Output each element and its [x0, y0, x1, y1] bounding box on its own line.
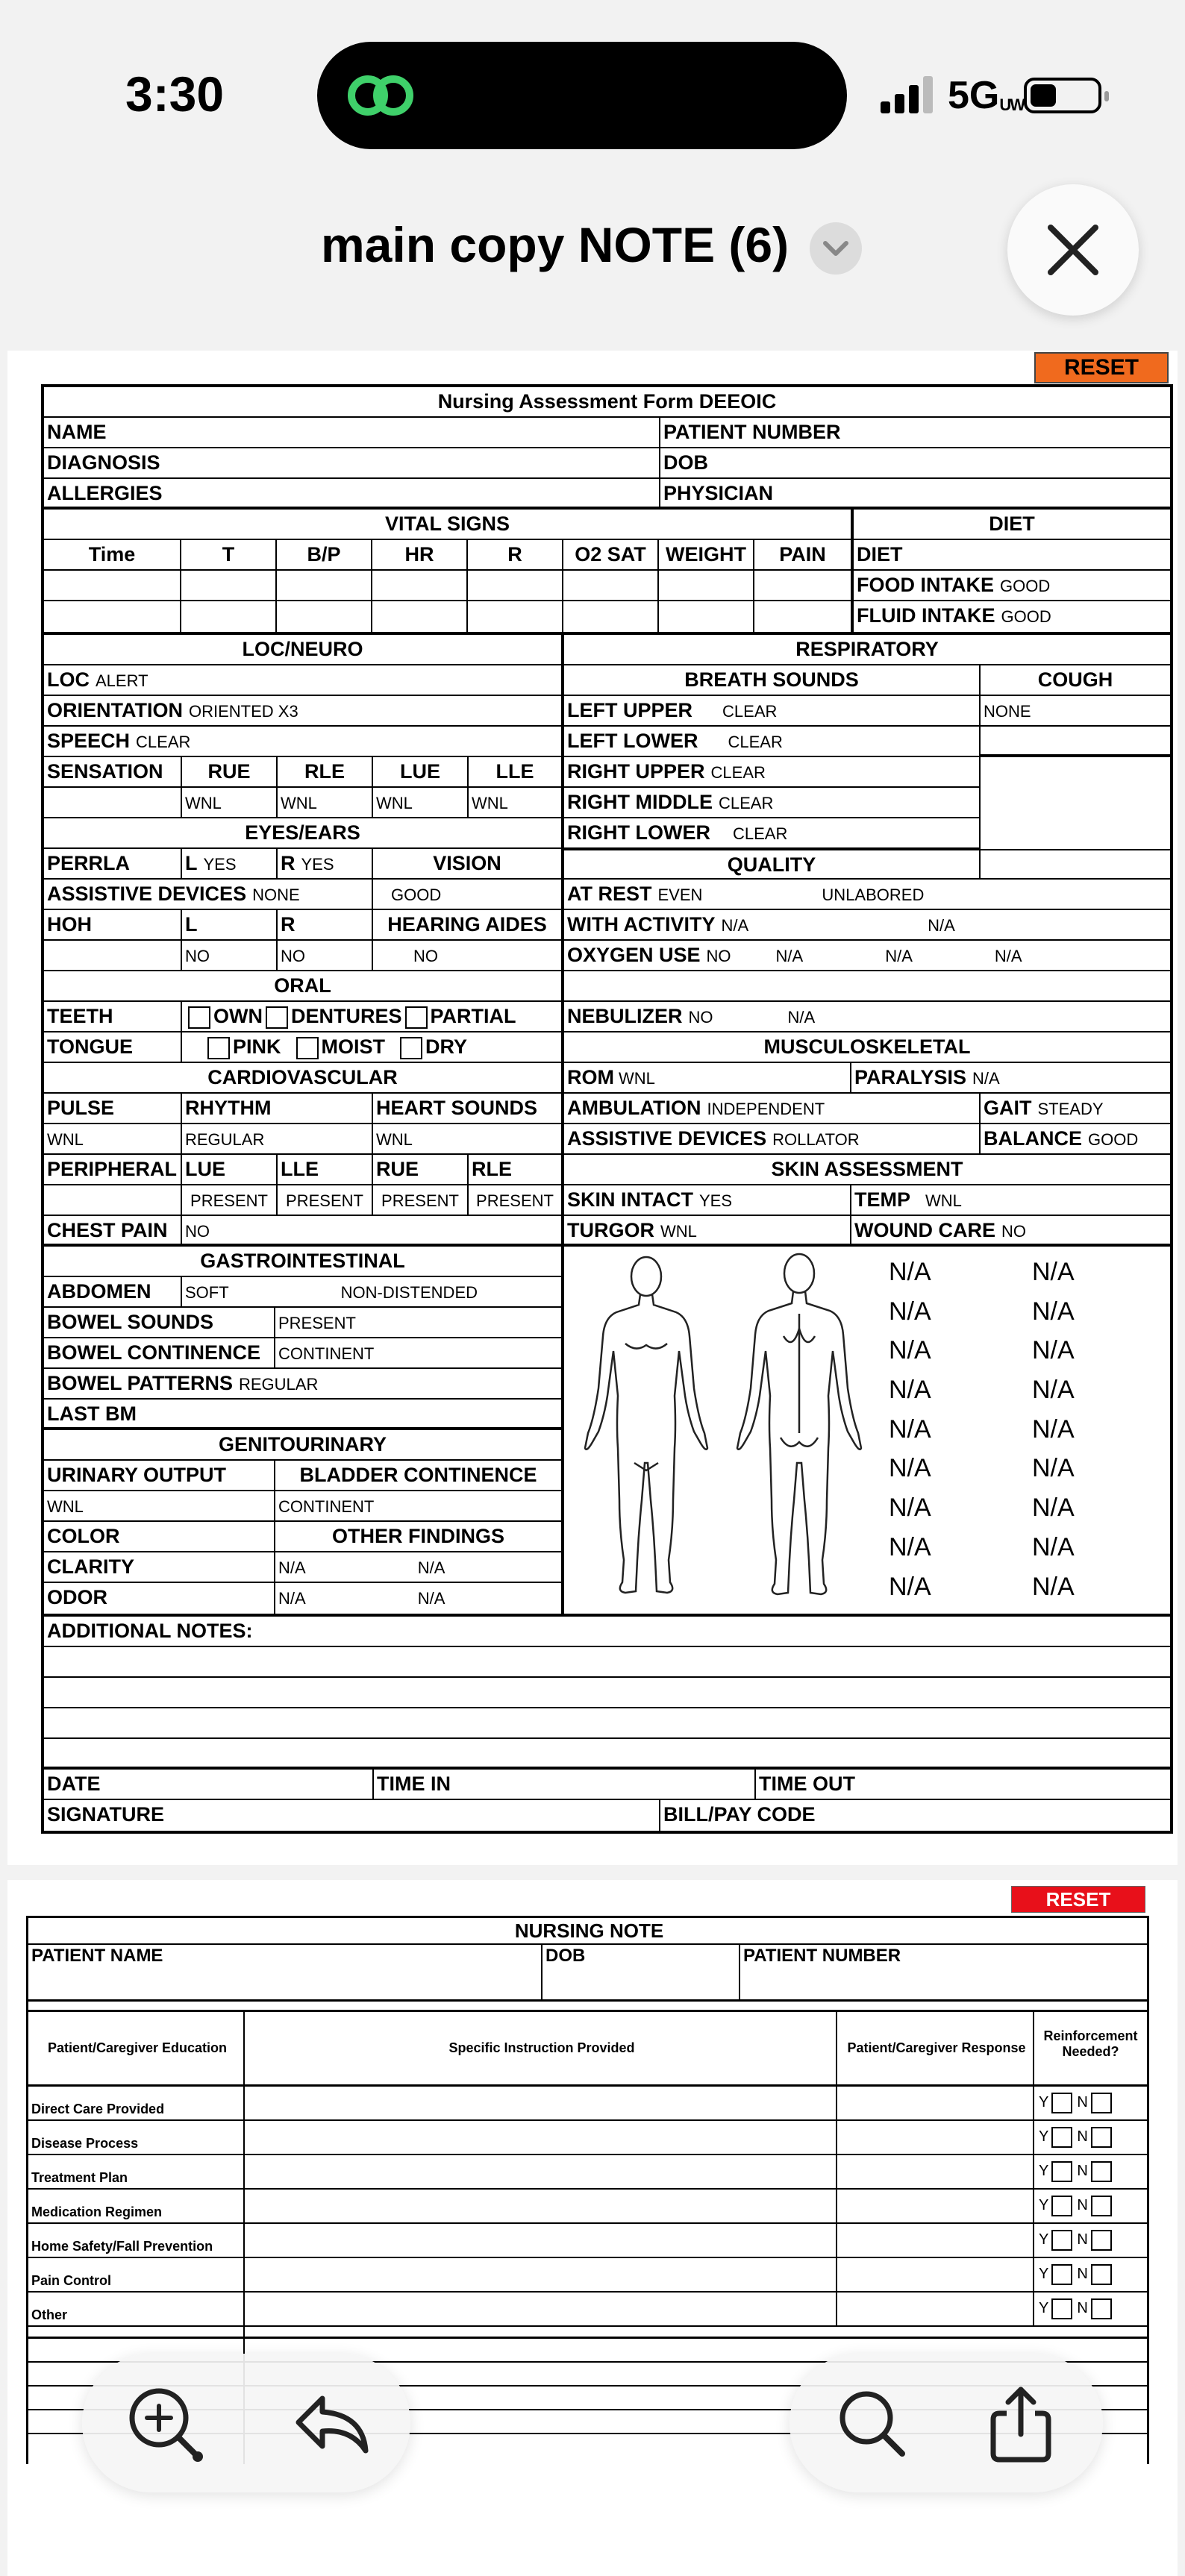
dynamic-island [317, 42, 847, 149]
response-cell[interactable] [837, 2121, 1034, 2154]
orientation-field[interactable] [44, 696, 561, 725]
zoom-in-icon [123, 2382, 205, 2464]
table-row [28, 2190, 1147, 2224]
oxygen-use-field[interactable]: OXYGEN USE NO N/A N/A N/A [567, 944, 1022, 966]
bladder-continence-label: BLADDER CONTINENCE [299, 1464, 537, 1486]
time-in-field[interactable]: TIME IN [374, 1770, 756, 1799]
loc-value: ALERT [96, 671, 148, 690]
sensation-rue: RUE [182, 757, 278, 786]
col-instruction-header: Specific Instruction Provided [245, 2012, 837, 2084]
right-middle-field[interactable]: RIGHT MIDDLE CLEAR [567, 791, 774, 813]
signature-field[interactable]: SIGNATURE [44, 1800, 660, 1831]
reinforce-cell [1034, 2121, 1147, 2154]
peripheral-rue: RUE [373, 1155, 469, 1184]
title-menu-button[interactable] [810, 222, 862, 275]
no-label: N [1077, 2163, 1088, 2179]
battery-icon [1024, 78, 1101, 113]
network-type: $5G_{UW}$ [948, 74, 1025, 117]
turgor-field[interactable]: TURGOR WNL [564, 1216, 851, 1244]
assistive-devices-field[interactable]: ASSISTIVE DEVICES NONE [44, 880, 373, 909]
teeth-label: TEETH [44, 1002, 182, 1031]
no-label: N [1077, 2197, 1088, 2213]
chest-pain-value[interactable]: NO [185, 1222, 210, 1241]
vitals-cell[interactable] [468, 601, 563, 632]
reply-icon [291, 2382, 373, 2464]
left-upper-field[interactable]: LEFT UPPER CLEAR [567, 699, 778, 721]
link-icon [340, 69, 422, 122]
speech-field[interactable] [44, 727, 561, 756]
orientation-label: ORIENTATION [47, 699, 183, 721]
assistive-devices-2-field[interactable]: ASSISTIVE DEVICES ROLLATOR [564, 1124, 981, 1153]
peripheral-rle-value[interactable]: PRESENT [476, 1191, 554, 1210]
wound-na[interactable]: N/A [889, 1532, 931, 1561]
allergies-field[interactable]: ALLERGIES [44, 479, 660, 507]
rom-field[interactable]: ROM WNL [564, 1063, 851, 1092]
skin-assessment-header: SKIN ASSESSMENT [771, 1158, 963, 1180]
sensation-lue: LUE [373, 757, 469, 786]
yes-checkbox[interactable] [1051, 2196, 1072, 2216]
moist-checkbox[interactable] [296, 1037, 319, 1059]
wound-care-field[interactable]: WOUND CARE NO [854, 1219, 1026, 1241]
wound-na[interactable]: N/A [1032, 1494, 1075, 1523]
food-intake-value: GOOD [1000, 577, 1051, 595]
response-cell[interactable] [837, 2293, 1034, 2325]
bladder-continence-value[interactable]: CONTINENT [278, 1497, 375, 1516]
bowel-patterns-field[interactable]: BOWEL PATTERNS REGULAR [47, 1372, 319, 1394]
peripheral-label: PERIPHERAL [44, 1155, 182, 1184]
row-label: Treatment Plan [28, 2155, 245, 2188]
wound-na-column-1 [889, 1253, 931, 1606]
cough-value[interactable]: NONE [984, 702, 1031, 721]
col-reinforce-header: Reinforcement Needed? [1043, 2028, 1138, 2059]
rhythm-label: RHYTHM [182, 1094, 373, 1123]
loc-label: LOC [47, 668, 90, 691]
dob-field[interactable]: DOB [663, 451, 708, 474]
row-label: Direct Care Provided [28, 2087, 245, 2119]
loc-neuro-header: LOC/NEURO [242, 638, 363, 660]
gastrointestinal-header: GASTROINTESTINAL [200, 1250, 405, 1272]
wound-na[interactable]: N/A [889, 1454, 931, 1483]
wound-na[interactable]: N/A [1032, 1572, 1075, 1601]
sensation-rue-value[interactable]: WNL [182, 788, 278, 817]
patient-number-field-2[interactable]: PATIENT NUMBER [743, 1946, 901, 1966]
vitals-col-hr: HR [372, 540, 468, 569]
response-cell[interactable] [837, 2190, 1034, 2222]
instruction-cell[interactable] [245, 2293, 837, 2325]
oxygen-blank[interactable] [564, 971, 1170, 1000]
quality-header: QUALITY [564, 850, 981, 878]
reset-button[interactable]: RESET [1034, 352, 1169, 383]
notes-line[interactable] [44, 1647, 1170, 1676]
share-button[interactable] [980, 2382, 1062, 2464]
own-checkbox[interactable] [188, 1006, 210, 1029]
cough-header: COUGH [1037, 668, 1113, 691]
at-rest-field[interactable]: AT REST EVEN UNLABORED [567, 883, 925, 905]
yes-label: Y [1039, 2300, 1049, 2316]
close-icon [1046, 223, 1100, 277]
peripheral-rle: RLE [472, 1158, 512, 1180]
no-checkbox[interactable] [1091, 2127, 1112, 2148]
vitals-cell[interactable] [659, 601, 754, 632]
no-label: N [1077, 2266, 1088, 2282]
peripheral-lue: LUE [182, 1155, 278, 1184]
other-findings-label: OTHER FINDINGS [331, 1525, 504, 1547]
vitals-cell[interactable] [754, 571, 851, 600]
vitals-cell[interactable] [563, 601, 659, 632]
temp-field[interactable]: TEMP WNL [854, 1188, 962, 1211]
no-checkbox[interactable] [1091, 2230, 1112, 2251]
food-intake-field[interactable] [854, 571, 1170, 600]
vitals-cell[interactable] [563, 571, 659, 600]
orientation-value: ORIENTED X3 [189, 702, 298, 721]
vitals-cell[interactable] [277, 571, 372, 600]
reset-button-2[interactable]: RESET [1011, 1886, 1145, 1913]
wound-na[interactable]: N/A [1032, 1297, 1075, 1326]
bowel-continence-label: BOWEL CONTINENCE [44, 1338, 275, 1367]
table-row [28, 2293, 1147, 2327]
vitals-col-time: Time [44, 540, 181, 569]
vision-label: VISION [433, 852, 501, 874]
yes-label: Y [1039, 2266, 1049, 2282]
time-out-field[interactable]: TIME OUT [759, 1773, 855, 1795]
rhythm-value[interactable]: REGULAR [182, 1124, 373, 1153]
eyes-ears-header: EYES/EARS [245, 821, 360, 844]
no-checkbox[interactable] [1091, 2196, 1112, 2216]
toolbar-right [790, 2354, 1103, 2492]
wound-na[interactable]: N/A [889, 1494, 931, 1523]
peripheral-rue-value[interactable]: PRESENT [373, 1185, 469, 1215]
row-label: Home Safety/Fall Prevention [28, 2224, 245, 2257]
search-button[interactable] [831, 2382, 913, 2464]
sensation-rle-value[interactable]: WNL [278, 788, 373, 817]
bowel-sounds-value[interactable]: PRESENT [278, 1314, 356, 1332]
nursing-assessment-form [41, 384, 1173, 1834]
no-label: N [1077, 2231, 1088, 2248]
perrla-right[interactable]: R YES [278, 849, 373, 878]
row-label: Disease Process [28, 2121, 245, 2154]
reinforce-cell [1034, 2293, 1147, 2325]
vision-value[interactable]: GOOD [391, 886, 442, 904]
hoh-right-value[interactable]: NO [278, 941, 373, 970]
peripheral-lle: LLE [278, 1155, 373, 1184]
clock: 3:30 [125, 66, 225, 122]
dob-field-2[interactable]: DOB [543, 1945, 740, 1999]
vitals-cell[interactable] [181, 601, 277, 632]
vitals-cell[interactable] [372, 601, 468, 632]
yes-label: Y [1039, 2197, 1049, 2213]
table-row [28, 2224, 1147, 2258]
sensation-lle-value[interactable]: WNL [472, 794, 508, 812]
reinforce-cell [1034, 2155, 1147, 2188]
abdomen-label: ABDOMEN [44, 1277, 182, 1306]
hoh-right[interactable]: R [278, 910, 373, 939]
cardiovascular-header: CARDIOVASCULAR [207, 1066, 398, 1088]
abdomen-value[interactable]: SOFT NON-DISTENDED [185, 1283, 478, 1302]
reinforce-cell [1034, 2258, 1147, 2291]
odor-value[interactable]: N/A N/A [278, 1589, 445, 1608]
clarity-value[interactable]: N/A N/A [278, 1558, 445, 1577]
fluid-intake-label: FLUID INTAKE [857, 604, 995, 627]
speech-label: SPEECH [47, 730, 131, 752]
vitals-cell[interactable] [277, 601, 372, 632]
row-label: Medication Regimen [28, 2190, 245, 2222]
table-row [28, 2258, 1147, 2293]
vitals-cell[interactable] [754, 601, 851, 632]
dry-checkbox[interactable] [400, 1037, 422, 1059]
reply-button[interactable] [291, 2382, 373, 2464]
left-lower-field[interactable]: LEFT LOWER CLEAR [567, 730, 783, 752]
breath-sounds-header: BREATH SOUNDS [684, 668, 859, 691]
notes-line[interactable] [44, 1739, 1170, 1767]
wound-na[interactable]: N/A [1032, 1532, 1075, 1561]
yes-checkbox[interactable] [1051, 2264, 1072, 2285]
urinary-output-value[interactable]: WNL [44, 1491, 275, 1520]
instruction-cell[interactable] [245, 2258, 837, 2291]
right-lower-field[interactable]: RIGHT LOWER CLEAR [567, 821, 788, 844]
table-row [28, 2121, 1147, 2155]
hoh-blank [44, 941, 182, 970]
additional-notes-label: ADDITIONAL NOTES: [47, 1620, 253, 1642]
food-intake-label: FOOD INTAKE [857, 574, 994, 596]
instruction-cell[interactable] [245, 2224, 837, 2257]
cellular-signal-icon [881, 75, 933, 113]
yes-label: Y [1039, 2094, 1049, 2110]
fluid-intake-value: GOOD [1001, 607, 1051, 626]
yes-label: Y [1039, 2231, 1049, 2248]
right-upper-field[interactable]: RIGHT UPPER CLEAR [567, 760, 766, 783]
bowel-sounds-label: BOWEL SOUNDS [44, 1308, 275, 1337]
physician-field[interactable]: PHYSICIAN [663, 482, 774, 504]
no-checkbox[interactable] [1091, 2298, 1112, 2319]
peripheral-lle-value[interactable]: PRESENT [278, 1185, 373, 1215]
vitals-cell[interactable] [44, 571, 181, 600]
vitals-cell[interactable] [44, 601, 181, 632]
no-checkbox[interactable] [1091, 2093, 1112, 2113]
fluid-intake-field[interactable] [854, 601, 1170, 632]
wound-na[interactable]: N/A [1032, 1454, 1075, 1483]
perrla-left[interactable]: L YES [182, 849, 278, 878]
form-title: Nursing Assessment Form DEEOIC [437, 390, 777, 413]
search-icon [831, 2382, 913, 2464]
vitals-col-t: T [181, 540, 277, 569]
response-cell[interactable] [837, 2155, 1034, 2188]
document-title[interactable]: main copy NOTE (6) [321, 217, 790, 272]
col-education-header: Patient/Caregiver Education [28, 2012, 245, 2084]
last-bm-field[interactable]: LAST BM [47, 1403, 137, 1425]
clarity-label: CLARITY [44, 1552, 275, 1582]
response-cell[interactable] [837, 2224, 1034, 2257]
vitals-cell[interactable] [659, 571, 754, 600]
response-cell[interactable] [837, 2258, 1034, 2291]
yes-label: Y [1039, 2128, 1049, 2145]
sensation-lue-value[interactable]: WNL [373, 788, 469, 817]
tongue-label: TONGUE [44, 1032, 182, 1062]
spacer [245, 2327, 1147, 2337]
bill-pay-code-field[interactable]: BILL/PAY CODE [663, 1803, 816, 1826]
wound-na[interactable]: N/A [889, 1572, 931, 1601]
hoh-left-value[interactable]: NO [182, 941, 278, 970]
table-row [28, 2155, 1147, 2190]
date-field[interactable]: DATE [44, 1770, 374, 1799]
chevron-down-icon [822, 237, 849, 260]
vitals-col-weight: WEIGHT [659, 540, 754, 569]
peripheral-lue-value[interactable]: PRESENT [182, 1185, 278, 1215]
speech-value: CLEAR [136, 733, 191, 751]
notes-line[interactable] [44, 1678, 1170, 1707]
balance-field[interactable]: BALANCE GOOD [984, 1127, 1139, 1150]
with-activity-field[interactable]: WITH ACTIVITY N/A N/A [567, 913, 955, 936]
vitals-col-bp: B/P [277, 540, 372, 569]
dentures-checkbox[interactable] [266, 1006, 288, 1029]
instruction-cell[interactable] [245, 2155, 837, 2188]
zoom-button[interactable] [123, 2382, 205, 2464]
chest-pain-label: CHEST PAIN [44, 1216, 182, 1244]
cough-blank[interactable] [981, 727, 1170, 754]
odor-label: ODOR [44, 1583, 275, 1614]
toolbar-left [82, 2354, 410, 2492]
diagnosis-field[interactable]: DIAGNOSIS [44, 448, 660, 477]
yes-checkbox[interactable] [1051, 2298, 1072, 2319]
no-checkbox[interactable] [1091, 2264, 1112, 2285]
musculoskeletal-header: MUSCULOSKELETAL [763, 1035, 971, 1058]
heart-sounds-value[interactable]: WNL [376, 1130, 413, 1149]
tongue-options: PINK MOIST DRY [182, 1032, 561, 1062]
respiratory-header: RESPIRATORY [795, 638, 939, 660]
wound-na[interactable]: N/A [1032, 1258, 1075, 1286]
reinforce-cell [1034, 2190, 1147, 2222]
body-diagram-image [572, 1247, 878, 1605]
nursing-note-title: NURSING NOTE [514, 1920, 664, 1942]
yes-label: Y [1039, 2163, 1049, 2179]
loc-field[interactable] [44, 665, 561, 695]
sensation-label: SENSATION [44, 757, 182, 786]
sensation-lle: LLE [495, 760, 534, 783]
wound-na[interactable]: N/A [889, 1297, 931, 1326]
wound-na[interactable]: N/A [1032, 1336, 1075, 1365]
wound-na-column-2 [1032, 1253, 1075, 1606]
status-bar [0, 0, 1185, 187]
bowel-continence-value[interactable]: CONTINENT [278, 1344, 375, 1363]
quality-side [981, 850, 1170, 878]
pulse-label: PULSE [44, 1094, 182, 1123]
yes-checkbox[interactable] [1051, 2230, 1072, 2251]
row-label: Other [28, 2293, 245, 2325]
instruction-cell[interactable] [245, 2190, 837, 2222]
vitals-cell[interactable] [181, 571, 277, 600]
ambulation-field[interactable]: AMBULATION INDEPENDENT [564, 1094, 981, 1123]
hoh-label: HOH [44, 910, 182, 939]
spacer [28, 2002, 1147, 2010]
pulse-value[interactable]: WNL [44, 1124, 182, 1153]
pink-checkbox[interactable] [207, 1037, 230, 1059]
no-label: N [1077, 2300, 1088, 2316]
vitals-col-pain: PAIN [779, 543, 826, 565]
partial-checkbox[interactable] [405, 1006, 428, 1029]
sensation-blank [44, 788, 182, 817]
color-label: COLOR [44, 1522, 275, 1551]
name-field[interactable]: NAME [44, 418, 660, 447]
wound-na[interactable]: N/A [889, 1258, 931, 1286]
wound-na[interactable]: N/A [1032, 1414, 1075, 1444]
response-cell[interactable] [837, 2087, 1034, 2119]
col-response-header: Patient/Caregiver Response [837, 2012, 1034, 2084]
nebulizer-field[interactable]: NEBULIZER NO N/A [567, 1005, 816, 1027]
sensation-rle: RLE [278, 757, 373, 786]
perrla-label: PERRLA [44, 849, 182, 878]
yes-checkbox[interactable] [1051, 2161, 1072, 2182]
hearing-aides-label: HEARING AIDES [387, 913, 547, 936]
wound-na[interactable]: N/A [889, 1336, 931, 1365]
patient-name-field[interactable]: PATIENT NAME [28, 1945, 543, 1999]
reinforce-cell [1034, 2224, 1147, 2257]
reinforce-cell [1034, 2087, 1147, 2119]
wound-na[interactable]: N/A [1032, 1376, 1075, 1405]
vital-signs-header: VITAL SIGNS [384, 513, 510, 535]
row-label: Pain Control [28, 2258, 245, 2291]
urinary-output-label: URINARY OUTPUT [44, 1461, 275, 1490]
vitals-cell[interactable] [468, 571, 563, 600]
heart-sounds-label: HEART SOUNDS [376, 1097, 538, 1119]
hearing-aides-value[interactable]: NO [413, 947, 438, 965]
spacer [28, 2327, 245, 2337]
no-label: N [1077, 2128, 1088, 2145]
vitals-col-o2: O2 SAT [563, 540, 659, 569]
vitals-col-r: R [468, 540, 563, 569]
vitals-cell[interactable] [372, 571, 468, 600]
gait-field[interactable]: GAIT STEADY [984, 1097, 1104, 1119]
genitourinary-header: GENITOURINARY [218, 1433, 387, 1455]
diet-field[interactable]: DIET [857, 543, 903, 565]
yes-checkbox[interactable] [1051, 2127, 1072, 2148]
paralysis-field[interactable]: PARALYSIS N/A [854, 1066, 1000, 1088]
wound-na[interactable]: N/A [889, 1414, 931, 1444]
wound-na[interactable]: N/A [889, 1376, 931, 1405]
instruction-cell[interactable] [245, 2121, 837, 2154]
no-label: N [1077, 2094, 1088, 2110]
hoh-left[interactable]: L [182, 910, 278, 939]
no-checkbox[interactable] [1091, 2161, 1112, 2182]
table-row [28, 2087, 1147, 2121]
notes-line[interactable] [44, 1708, 1170, 1737]
share-icon [980, 2382, 1062, 2464]
instruction-cell[interactable] [245, 2087, 837, 2119]
close-button[interactable] [1007, 184, 1139, 316]
patient-number-field[interactable]: PATIENT NUMBER [663, 421, 841, 443]
teeth-options: OWN DENTURES PARTIAL [182, 1002, 561, 1031]
diet-header: DIET [989, 513, 1035, 535]
skin-intact-field[interactable]: SKIN INTACT YES [564, 1185, 851, 1215]
yes-checkbox[interactable] [1051, 2093, 1072, 2113]
body-diagram-area [564, 1247, 1170, 1608]
oral-header: ORAL [274, 974, 331, 997]
peripheral-blank [44, 1185, 182, 1215]
